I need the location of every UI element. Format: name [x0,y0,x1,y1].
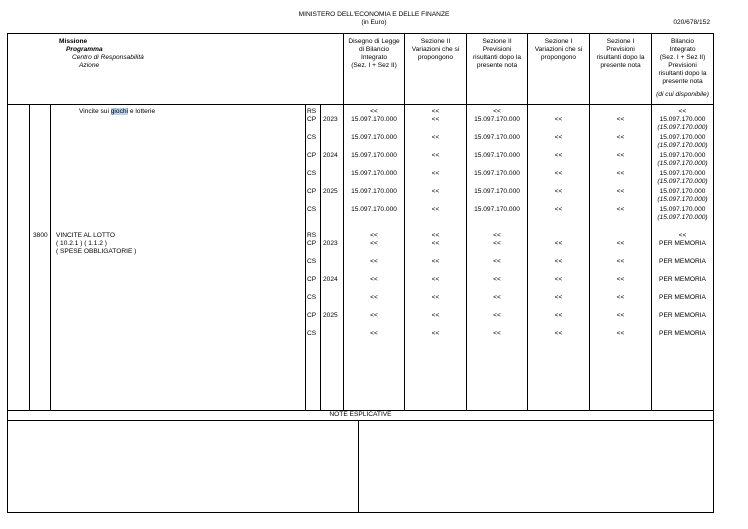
cell-c5: << [616,294,625,301]
cell-c4: << [554,330,563,337]
chapter-classification: ( 10.2.1 ) ( 1.1.2 ) [56,240,107,247]
cell-c6: PER MEMORIA [659,294,706,301]
row-year: 2023 [323,240,338,247]
ministry-title: MINISTERO DELL'ECONOMIA E DELLE FINANZE [298,11,450,18]
cell-c5: << [616,276,625,283]
cell-c2: << [431,206,440,213]
row-type: CS [307,294,317,301]
cell-c4: << [554,152,563,159]
cell-c2: << [431,116,440,123]
cell-c5: << [616,330,625,337]
cell-c2: << [431,330,440,337]
cell-available: (15.097.170.000) [657,124,708,131]
header-col-sez1-prev: Sezione I Previsioni risultanti dopo la presente nota [596,38,645,69]
chapter-spending-type: ( SPESE OBBLIGATORIE ) [56,248,137,255]
cell-c1: << [370,276,378,283]
cell-c6: 15.097.170.000 [659,206,706,213]
cell-c3: << [493,330,501,337]
cell-c2: << [431,108,440,115]
cell-c3: << [493,232,501,239]
row-type: CP [307,116,317,123]
cell-c5: << [616,312,625,319]
row-year: 2025 [323,188,338,195]
header-azione: Azione [79,62,100,69]
cell-c3: 15.097.170.000 [474,134,520,141]
cell-c5: << [616,188,625,195]
cell-c3: 15.097.170.000 [474,206,520,213]
cell-c1: << [370,294,378,301]
cell-c1: << [370,312,378,319]
cell-c4: << [554,240,563,247]
header-col-sez2-var: Sezione II Variazioni che si propongono [411,38,460,61]
cell-c1: << [370,240,378,247]
row-year: 2025 [323,312,338,319]
cell-c3: 15.097.170.000 [474,188,520,195]
cell-c3: 15.097.170.000 [474,170,520,177]
header-col-sez2-prev: Sezione II Previsioni risultanti dopo la presente nota [472,38,522,69]
cell-c6: 15.097.170.000 [659,170,706,177]
row-type: RS [307,108,317,115]
cell-c3: << [493,108,501,115]
header-centro: Centro di Responsabilità [72,54,144,61]
cell-c1: << [370,108,378,115]
notes-title: NOTE ESPLICATIVE [329,411,392,418]
cell-c5: << [616,134,625,141]
notes-right-box [359,421,713,512]
cell-c4: << [554,134,563,141]
cell-c3: << [493,240,501,247]
cell-c6: PER MEMORIA [659,276,706,283]
header-programma: Programma [66,46,103,53]
cell-c6: 15.097.170.000 [659,188,706,195]
cell-c1: << [370,258,378,265]
header-col-sez1-var: Sezione I Variazioni che si propongono [534,38,583,61]
cell-c5: << [616,116,625,123]
cell-c2: << [431,312,440,319]
cell-c4: << [554,116,563,123]
cell-c6: PER MEMORIA [659,312,706,319]
chapter-title: VINCITE AL LOTTO [56,232,115,239]
cell-c2: << [431,294,440,301]
cell-c6: 15.097.170.000 [659,116,706,123]
cell-c3: 15.097.170.000 [474,116,520,123]
row-type: CS [307,258,317,265]
cell-available: (15.097.170.000) [657,142,708,149]
currency-note: (in Euro) [361,19,387,26]
cell-c5: << [616,206,625,213]
cell-c5: << [616,258,625,265]
cell-c4: << [554,312,563,319]
row-year: 2023 [323,116,338,123]
section1-description: Vincite sui giochi e lotterie [79,108,156,115]
cell-c4: << [554,188,563,195]
row-year: 2024 [323,276,338,283]
header-col-bilancio: Bilancio Integrato (Sez. I + Sez II) Previsioni risultanti dopo la presente nota (di cui disponibile) [656,38,709,98]
row-type: CS [307,206,317,213]
chapter-code: 3800 [33,232,48,239]
cell-c1: 15.097.170.000 [351,134,397,141]
cell-c1: << [370,330,378,337]
row-type: CP [307,240,317,247]
cell-c4: << [554,294,563,301]
cell-c2: << [431,188,440,195]
cell-c1: 15.097.170.000 [351,152,397,159]
row-type: CS [307,330,317,337]
row-type: CP [307,276,317,283]
cell-available: (15.097.170.000) [657,214,708,221]
cell-c5: << [616,170,625,177]
header-missione: Missione [59,38,88,45]
cell-c6: PER MEMORIA [659,240,706,247]
cell-c6: PER MEMORIA [659,258,706,265]
cell-c2: << [431,232,440,239]
cell-c6: 15.097.170.000 [659,134,706,141]
row-type: CP [307,312,317,319]
cell-c2: << [431,240,440,247]
notes-left-box [8,421,358,512]
cell-c2: << [431,258,440,265]
cell-c4: << [554,258,563,265]
cell-c3: << [493,258,501,265]
search-highlight: giochi [110,108,128,115]
cell-c2: << [431,152,440,159]
cell-available: (15.097.170.000) [657,160,708,167]
cell-c5: << [616,240,625,247]
cell-c5: << [616,152,625,159]
row-type: CP [307,188,317,195]
cell-c1: 15.097.170.000 [351,188,397,195]
row-year: 2024 [323,152,338,159]
cell-available: (15.097.170.000) [657,196,708,203]
row-type: CP [307,152,317,159]
cell-c6: << [678,232,687,239]
cell-c6: << [678,108,687,115]
cell-c4: << [554,170,563,177]
cell-c1: 15.097.170.000 [351,170,397,177]
cell-c1: 15.097.170.000 [351,116,397,123]
cell-c3: << [493,312,501,319]
row-type: CS [307,134,317,141]
cell-c3: << [493,276,501,283]
cell-c4: << [554,206,563,213]
cell-c6: PER MEMORIA [659,330,706,337]
cell-available: (15.097.170.000) [657,178,708,185]
row-type: RS [307,232,317,239]
document-code: 020/678/152 [673,19,710,26]
cell-c2: << [431,170,440,177]
cell-c4: << [554,276,563,283]
cell-c2: << [431,134,440,141]
cell-c3: << [493,294,501,301]
cell-c2: << [431,276,440,283]
cell-c6: 15.097.170.000 [659,152,706,159]
header-col-ddl: Disegno di Legge di Bilancio Integrato (Sez. I + Sez II) [348,38,400,69]
row-type: CS [307,170,317,177]
cell-c3: 15.097.170.000 [474,152,520,159]
cell-c1: << [370,232,378,239]
cell-c1: 15.097.170.000 [351,206,397,213]
